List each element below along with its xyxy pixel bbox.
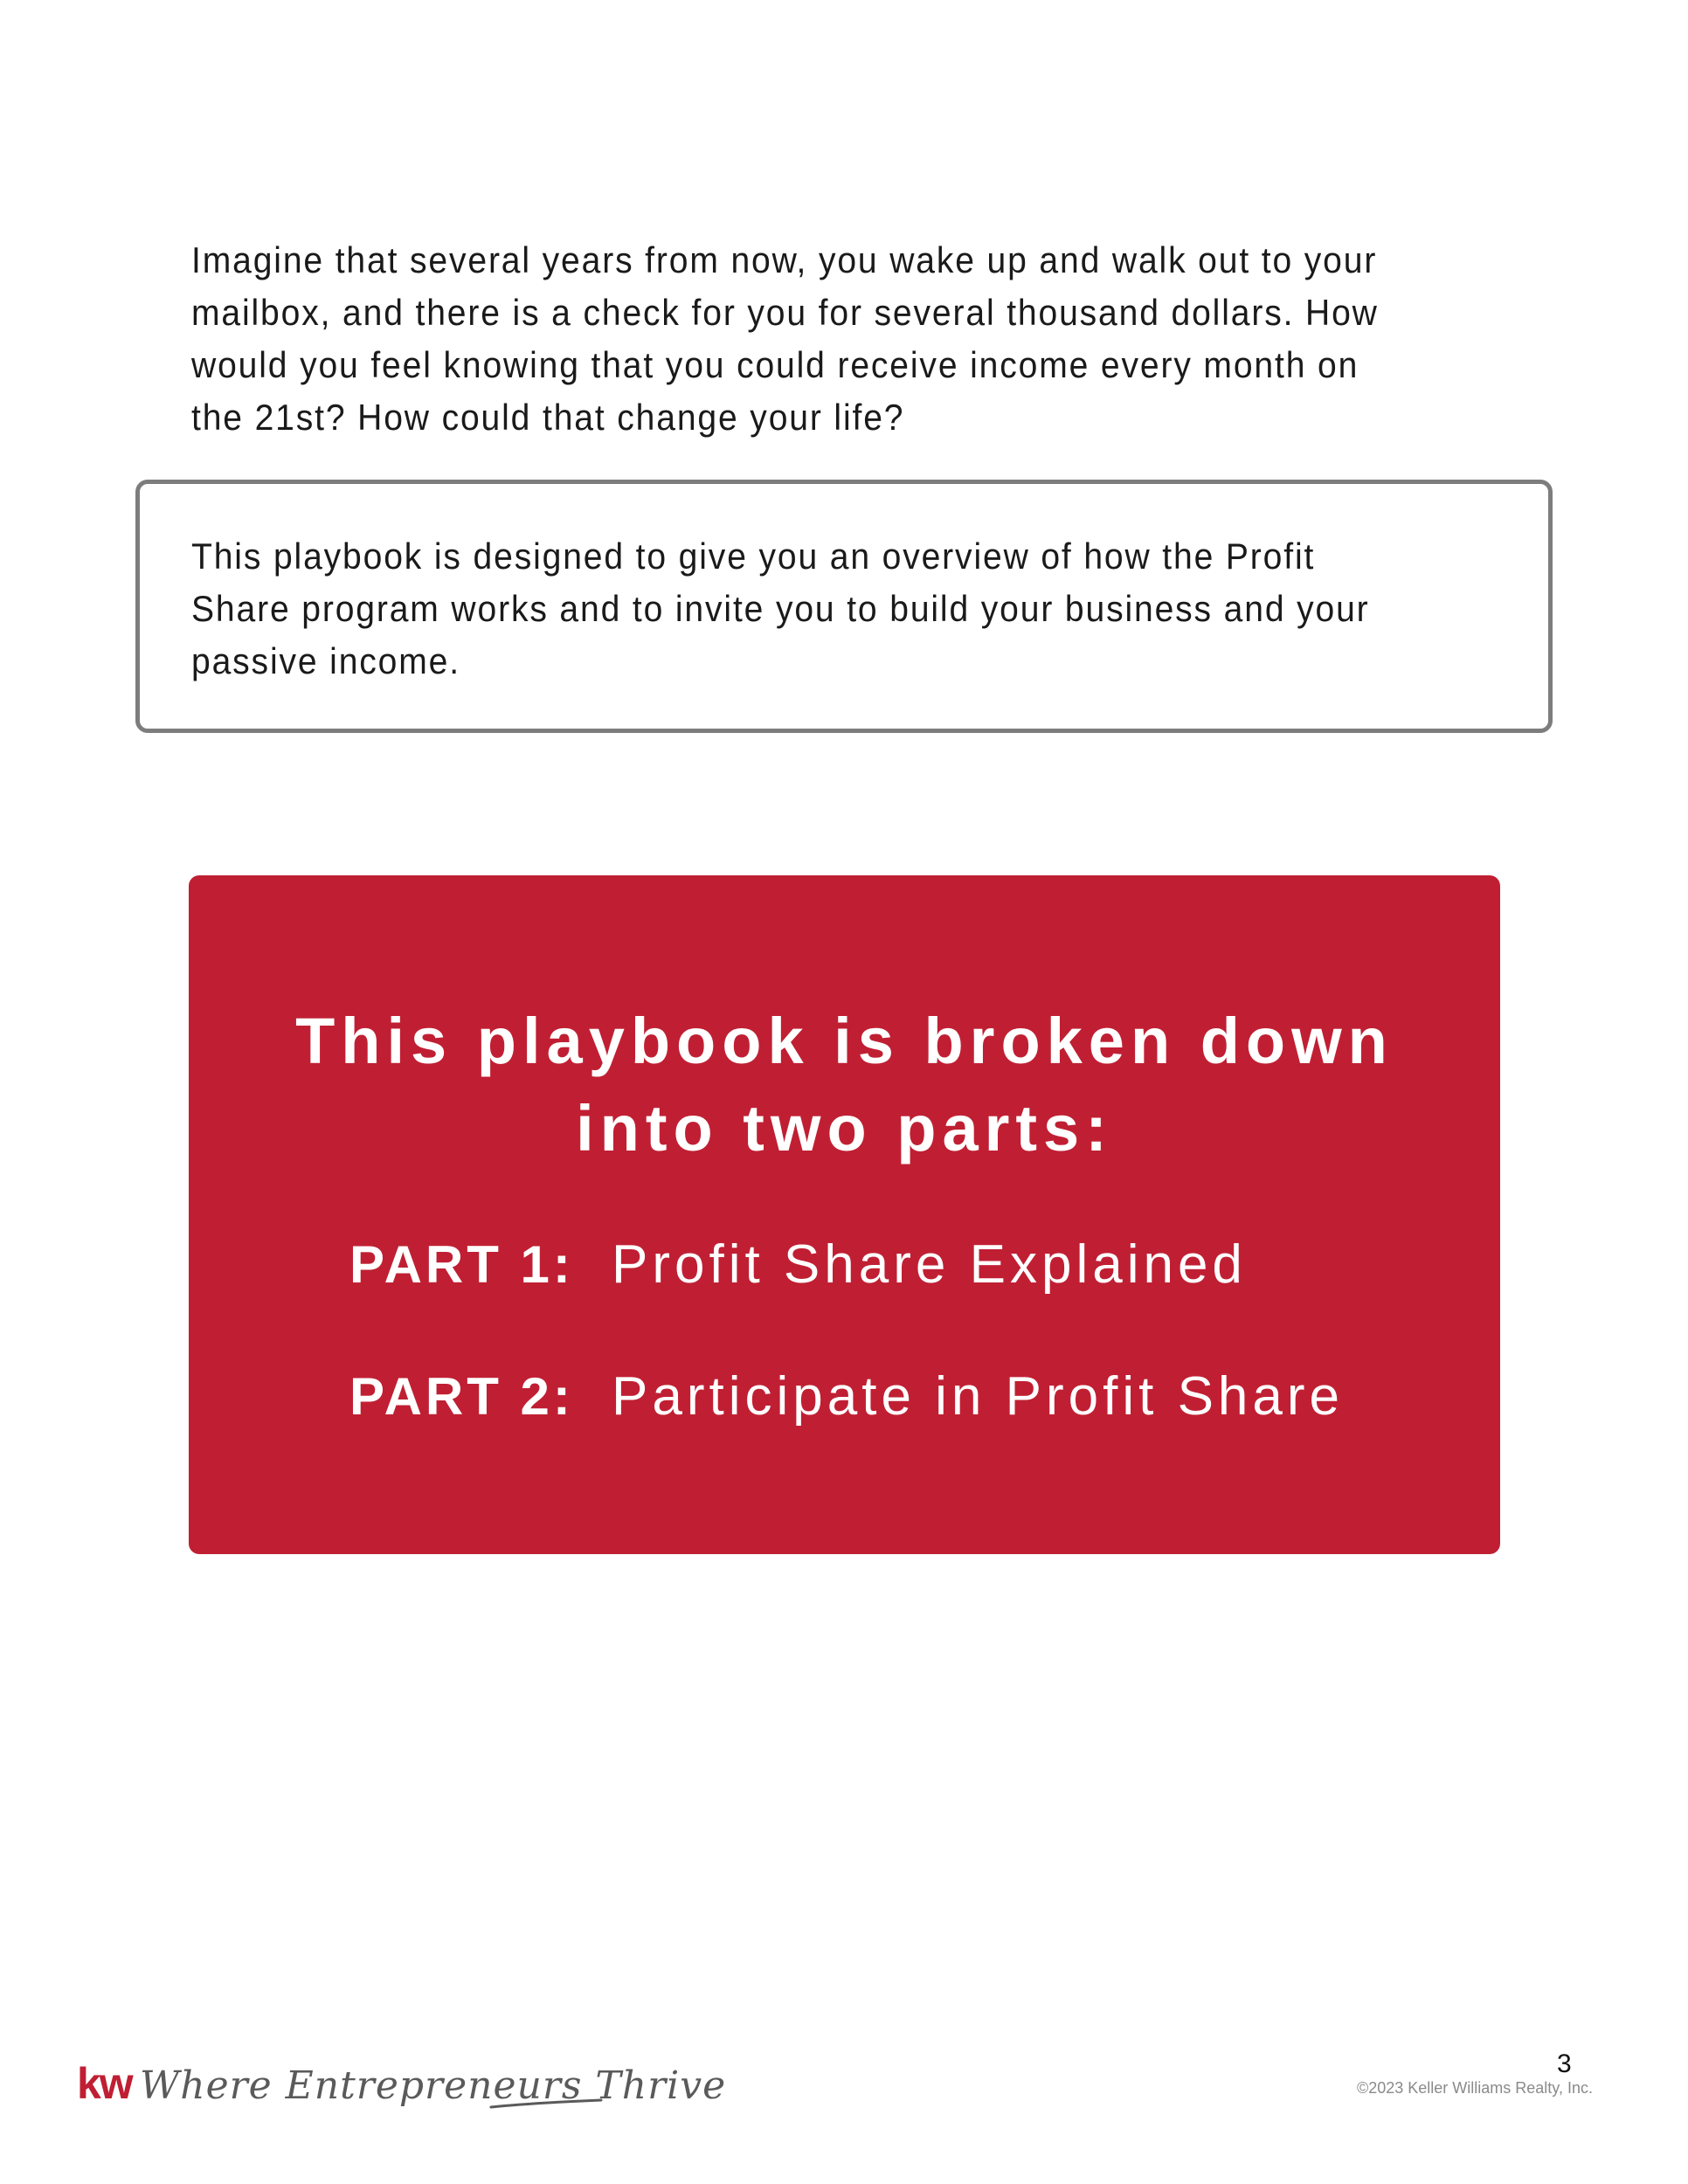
- copyright-notice: ©2023 Keller Williams Realty, Inc.: [1356, 2079, 1593, 2097]
- part-2-row: [349, 1357, 1344, 1435]
- part-1-row: [349, 1225, 1247, 1303]
- part-1-label: PART 1:: [349, 1234, 574, 1294]
- intro-paragraph: Imagine that several years from now, you wake up and walk out to your mailbox, and there is a check for you for several thousand dollars. How would you feel knowing that you could receive income every month on the 21st? How could that change your life?: [191, 239, 1379, 438]
- part-1-title: Profit Share Explained: [612, 1234, 1247, 1295]
- parts-card: [189, 875, 1500, 1554]
- page-number: 3: [1557, 2049, 1572, 2078]
- footer-tagline: Where Entrepreneurs Thrive: [140, 2063, 727, 2108]
- kw-logo: kw: [77, 2059, 132, 2108]
- tagline-swash-icon: [489, 2095, 603, 2112]
- parts-heading-line1: This playbook is broken down: [295, 1005, 1394, 1077]
- parts-heading-line2: into two parts:: [576, 1092, 1113, 1165]
- callout-text: This playbook is designed to give you an overview of how the Profit Share program works and to invite you to build your business and your passive income.: [191, 536, 1370, 681]
- parts-heading: [189, 998, 1500, 1172]
- part-2-title: Participate in Profit Share: [612, 1365, 1345, 1427]
- part-2-label: PART 2:: [349, 1366, 574, 1426]
